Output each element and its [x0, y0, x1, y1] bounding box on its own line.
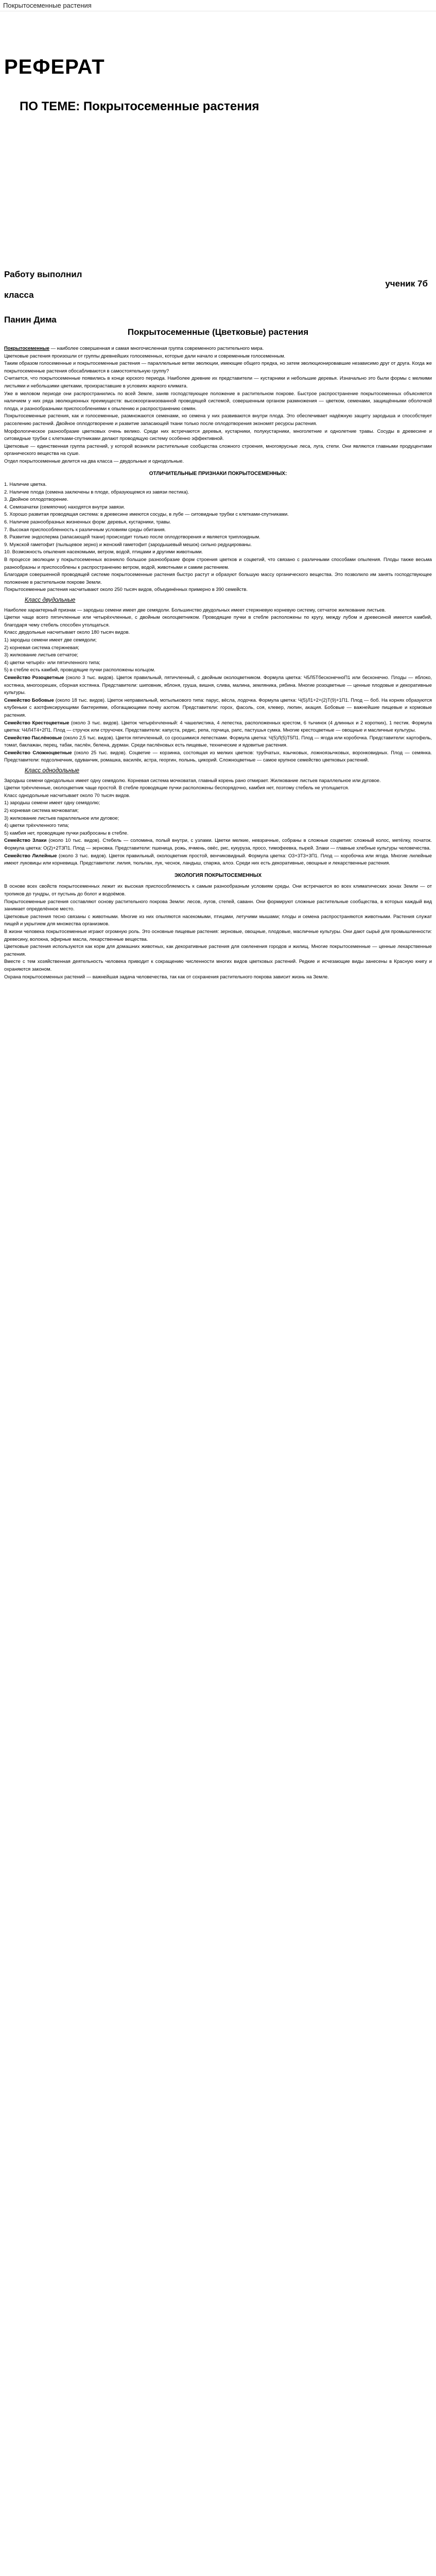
paragraph: Благодаря совершенной проводящей системе покрытосеменные растения быстро растут и образуют большую массу органического вещества. Это позволило им занять господствующее положение в растительном покрове Земли.	[4, 571, 432, 585]
feature-item: 3. Двойное оплодотворение.	[4, 496, 68, 502]
family-description: (около 3 тыс. видов). Цветок четырёхчленный: 4 чашелистика, 4 лепестка, расположенных крестом, 6 тычинок (4 длинных и 2 коротких), 1 пестик. Формула цветка: Ч4Л4Т4+2П1. Плод — стручок или стручочек. Представители: капуста, редис, репа, горчица, рапс, пастушья сумка. Многие крестоцветные — овощные и масличные культуры.	[4, 719, 432, 733]
intro-paragraph: Таким образом голосеменные и покрытосеменные растения — параллельные ветви эволюции, имеющие общего предка, но затем эволюционировавшие независимо друг от друга. Когда же покрытосеменные растения обосабливаются в самостоятельную группу?	[4, 360, 432, 374]
author-label: Работу выполнил	[4, 269, 82, 279]
intro-paragraph: Уже в меловом периоде они распространились по всей Земле, заняв господствующее положение в растительном покрове. Быстрое распространение покрытосеменных объясняется наличием у них ряда эволюционных преимуществ: высокоорганизованной проводящей системой, совершенным органом размножения — цветком, семенами, защищёнными оболочкой плода, и разнообразными приспособлениями к опылению и распространению семян.	[4, 390, 432, 411]
family-paragraph	[4, 719, 432, 734]
family-name: Семейство Бобовые	[4, 697, 54, 703]
feature-item: 7. Высокая приспособленность к различным условиям среды обитания.	[4, 526, 166, 532]
family-paragraph	[4, 837, 432, 852]
ecology-paragraph: В основе всех свойств покрытосеменных лежит их высокая приспособляемость к самым разнообразным условиям среды. Они встречаются во всех климатических зонах Земли — от тропиков до тундры, от пустынь до болот и водоёмов.	[4, 883, 432, 896]
ecology-paragraph: Цветковые растения тесно связаны с животными. Многие из них опыляются насекомыми, птицами, летучими мышами; плоды и семена распространяются животными. Растения служат пищей и укрытием для множества организмов.	[4, 913, 432, 927]
family-name: Семейство Розоцветные	[4, 674, 64, 680]
paragraph: Класс однодольные насчитывает около 70 тысяч видов.	[4, 792, 130, 798]
family-name: Семейство Паслёновые	[4, 734, 62, 740]
family-paragraph	[4, 852, 432, 867]
class-label: класса	[4, 290, 34, 300]
family-description: (около 18 тыс. видов). Цветок неправильный, мотылькового типа: парус, вёсла, лодочка. Формула цветка: Ч(5)Л1+2+(2)Т(9)+1П1. Плод — боб. На корнях образуются клубеньки с азотфиксирующими бактериями, обогащающими почву азотом. Представители: горох, фасоль, соя, клевер, люпин, акация. Бобовые — важнейшие пищевые и кормовые растения.	[4, 697, 432, 718]
family-paragraph	[4, 749, 432, 764]
monocots-heading: Класс однодольные	[25, 768, 80, 774]
intro-paragraph	[4, 345, 432, 352]
trait-item: 3) жилкование листьев сетчатое;	[4, 652, 79, 658]
feature-item: 4. Семязачатки (семяпочки) находятся внутри завязи.	[4, 503, 125, 510]
author-block	[4, 269, 432, 289]
paragraph: Зародыш семени однодольных имеет одну семядолю. Корневая система мочковатая, главный корень рано отмирает. Жилкование листьев параллельное или дуговое.	[4, 777, 381, 783]
feature-item: 9. Мужской гаметофит (пыльцевое зерно) и женский гаметофит (зародышевый мешок) сильно редуцированы.	[4, 541, 252, 547]
subtitle: Покрытосеменные (Цветковые) растения	[127, 327, 309, 337]
ecology-paragraph: Покрытосеменные растения составляют основу растительного покрова Земли: лесов, лугов, степей, саванн. Они формируют сложные растительные сообщества, в которых каждый вид занимает определённое место.	[4, 898, 432, 912]
paragraph: Покрытосеменные растения насчитывают около 250 тысяч видов, объединённых примерно в 390 семейств.	[4, 586, 248, 592]
paragraph: Класс двудольные насчитывает около 180 тысяч видов.	[4, 629, 130, 635]
intro-paragraph: Покрытосеменные растения, как и голосеменные, размножаются семенами, но семена у них развиваются внутри плода. Это обеспечивает надёжную защиту зародыша и способствует расселению растений. Двойное оплодотворение и развитие запасающей ткани только после оплодотворения экономят ресурсы растения.	[4, 413, 432, 426]
ecology-paragraph: Цветковые растения используются как корм для домашних животных, как декоративные растения для озеленения городов и жилищ. Многие покрытосеменные — ценные лекарственные растения.	[4, 943, 432, 957]
body-text	[4, 345, 432, 980]
window-title: Покрытосеменные растения	[0, 0, 436, 11]
feature-item: 6. Наличие разнообразных жизненных форм: деревья, кустарники, травы.	[4, 519, 171, 525]
paragraph: Цветки трёхчленные, околоцветник чаще простой. В стебле проводящие пучки расположены беспорядочно, камбия нет, поэтому стебель не утолщается.	[4, 785, 350, 791]
student-grade: ученик 7б	[385, 279, 428, 289]
ecology-paragraph: В жизни человека покрытосеменные играют огромную роль. Это основные пищевые растения: зерновые, овощные, плодовые, масличные культуры. Они дают сырьё для промышленности: древесину, волокна, эфирные масла, лекарственные вещества.	[4, 928, 432, 942]
intro-paragraph: Считается, что покрытосеменные появились в конце юрского периода. Наиболее древние их представители — кустарники и небольшие деревья. Изначально это были формы с мелкими листьями и небольшими цветками, произраставшие в условиях жаркого климата.	[4, 375, 432, 388]
family-name: Семейство Сложноцветные	[4, 749, 72, 755]
trait-item: 5) в стебле есть камбий, проводящие пучки расположены кольцом.	[4, 667, 155, 673]
feature-item: 5. Хорошо развитая проводящая система: в древесине имеются сосуды, в лубе — ситовидные трубки с клетками-спутниками.	[4, 511, 289, 517]
features-heading: ОТЛИЧИТЕЛЬНЫЕ ПРИЗНАКИ ПОКРЫТОСЕМЕННЫХ:	[149, 470, 287, 477]
trait-item: 4) цветки четырёх- или пятичленного типа;	[4, 659, 100, 665]
feature-item: 8. Развитие эндосперма (запасающей ткани) происходит только после оплодотворения и является триплоидным.	[4, 534, 260, 540]
report-title: РЕФЕРАТ	[4, 56, 105, 78]
trait-item: 2) корневая система мочковатая;	[4, 807, 79, 814]
author-name: Панин Дима	[4, 315, 57, 325]
trait-item: 5) камбия нет, проводящие пучки разбросаны в стебле.	[4, 829, 129, 836]
trait-item: 3) жилкование листьев параллельное или дуговое;	[4, 815, 119, 821]
family-description: (около 10 тыс. видов). Стебель — соломина, полый внутри, с узлами. Цветки мелкие, невзрачные, собраны в сложные соцветия: сложный колос, метёлку, початок. Формула цветка: О(2)+2Т3П1. Плод — зерновка. Представители: пшеница, рожь, ячмень, овёс, рис, кукуруза, просо, тимофеевка, пырей. Злаки — главные хлебные культуры человечества.	[4, 837, 432, 851]
feature-item: 1. Наличие цветка.	[4, 481, 47, 487]
feature-item: 10. Возможность опыления насекомыми, ветром, водой, птицами и другими животными.	[4, 549, 203, 555]
ecology-paragraph: Охрана покрытосеменных растений — важнейшая задача человечества, так как от сохранения растительного покрова зависит жизнь на Земле.	[4, 973, 329, 979]
term: Покрытосеменные	[4, 345, 49, 351]
family-description: (около 3 тыс. видов). Цветок правильный, пятичленный, с двойным околоцветником. Формула цветка: Ч5Л5ТбесконечноП1 или бесконечно. Плоды — яблоко, костянка, многоорешек, сборная костянка. Представители: шиповник, яблоня, груша, вишня, слива, малина, земляника, рябина. Многие розоцветные — ценные плодовые и декоративные культуры.	[4, 674, 432, 696]
intro-paragraph: Морфологическое разнообразие цветковых очень велико. Среди них встречаются деревья, кустарники, полукустарники, многолетние и однолетние травы. Сосуды в древесине и ситовидные трубки с клетками-спутниками делают проводящую систему особенно эффективной.	[4, 428, 432, 442]
family-name: Семейство Злаки	[4, 837, 47, 843]
intro-paragraph: Цветковые растения произошли от группы древнейших голосеменных, которые дали начало и современным голосеменным.	[4, 352, 286, 359]
trait-item: 2) корневая система стержневая;	[4, 644, 79, 650]
paragraph: Наиболее характерный признак — зародыш семени имеет две семядоли. Большинство двудольных имеет стержневую корневую систему, сетчатое жилкование листьев.	[4, 606, 386, 613]
trait-item: 1) зародыш семени имеет две семядоли;	[4, 636, 97, 642]
ecology-heading: ЭКОЛОГИЯ ПОКРЫТОСЕМЕННЫХ	[174, 872, 262, 878]
family-paragraph	[4, 734, 432, 749]
intro-paragraph: Отдел покрытосеменные делится на два класса — двудольные и однодольные.	[4, 457, 184, 464]
trait-item: 1) зародыш семени имеет одну семядолю;	[4, 800, 100, 806]
term-definition: — наиболее совершенная и самая многочисленная группа современного растительного мира.	[49, 345, 264, 351]
family-paragraph	[4, 674, 432, 697]
report-theme: ПО ТЕМЕ: Покрытосеменные растения	[20, 99, 259, 113]
ecology-paragraph: Вместе с тем хозяйственная деятельность человека приводит к сокращению численности многих видов цветковых растений. Редкие и исчезающие виды занесены в Красную книгу и охраняются законом.	[4, 958, 432, 972]
trait-item: 4) цветки трёхчленного типа;	[4, 822, 69, 828]
document	[4, 12, 432, 980]
intro-paragraph: Цветковые — единственная группа растений, у которой возникли растительные сообщества сложного строения, многоярусные леса, луга, степи. Они являются главными продуцентами органического вещества на суше.	[4, 443, 432, 456]
dicots-heading: Класс двудольные	[25, 597, 76, 603]
family-description: (около 3 тыс. видов). Цветок правильный, околоцветник простой, венчиковидный. Формула цветка: О3+3Т3+3П1. Плод — коробочка или ягода. Многие лилейные имеют луковицы или корневища. Представители: лилия, тюльпан, лук, чеснок, ландыш, спаржа, алоэ. Среди них есть декоративные, овощные и лекарственные растения.	[4, 852, 432, 866]
family-paragraph	[4, 697, 432, 719]
family-description: (около 2,5 тыс. видов). Цветок пятичленный, со сросшимися лепестками. Формула цветка: Ч(5)Л(5)Т5П1. Плод — ягода или коробочка. Представители: картофель, томат, баклажан, перец, табак, паслён, белена, дурман. Среди паслёновых есть пищевые, технические и ядовитые растения.	[4, 734, 432, 748]
family-name: Семейство Лилейные	[4, 852, 57, 858]
paragraph: В процессе эволюции у покрытосеменных возникло большое разнообразие форм строения цветков и соцветий, что связано с различными способами опыления. Плоды также весьма разнообразны и приспособлены к распространению ветром, водой, животными и самим растением.	[4, 556, 432, 570]
family-name: Семейство Крестоцветные	[4, 719, 69, 725]
paragraph: Цветки чаще всего пятичленные или четырёхчленные, с двойным околоцветником. Проводящие пучки в стебле расположены по кругу, между лубом и древесиной имеется камбий, благодаря чему стебель способен утолщаться.	[4, 614, 432, 628]
family-description: (около 25 тыс. видов). Соцветие — корзинка, состоящая из мелких цветков: трубчатых, язычковых, ложноязычковых, воронковидных. Плод — семянка. Представители: подсолнечник, одуванчик, ромашка, василёк, астра, георгин, полынь, цикорий. Сложноцветные — самое крупное семейство цветковых растений.	[4, 749, 432, 763]
feature-item: 2. Наличие плода (семена заключены в плоде, образующемся из завязи пестика).	[4, 488, 189, 495]
